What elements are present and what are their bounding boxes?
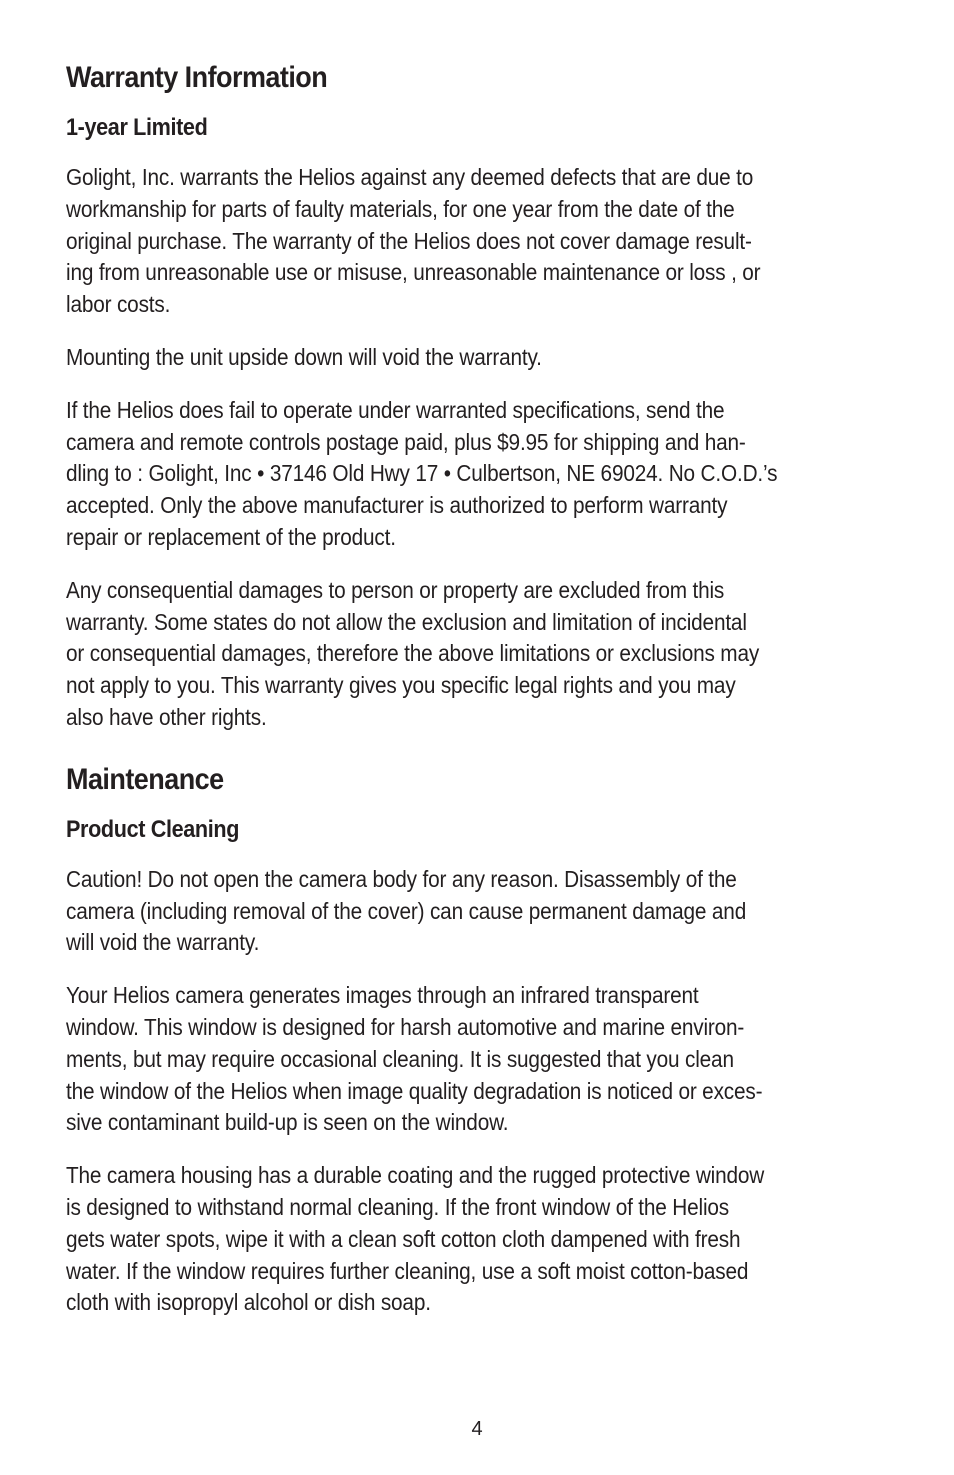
text-line: accepted. Only the above manufacturer is authorized to perform warranty — [66, 492, 728, 519]
text-line: not apply to you. This warranty gives you specific legal rights and you may — [66, 672, 736, 699]
text-line: sive contaminant build-up is seen on the window. — [66, 1109, 509, 1136]
text-line: ing from unreasonable use or misuse, unreasonable maintenance or loss , or — [66, 259, 761, 286]
text-line: Mounting the unit upside down will void the warranty. — [66, 343, 542, 370]
warranty-paragraph-3 — [66, 395, 896, 554]
text-line: repair or replacement of the product. — [66, 523, 396, 550]
text-line: cloth with isopropyl alcohol or dish soap. — [66, 1289, 431, 1316]
text-line: camera (including removal of the cover) can cause permanent damage and — [66, 897, 747, 924]
warranty-paragraph-2 — [66, 342, 896, 374]
maintenance-heading: Maintenance — [66, 762, 224, 796]
page-content — [66, 58, 896, 1319]
maintenance-paragraph-1 — [66, 864, 896, 959]
text-line: will void the warranty. — [66, 929, 260, 956]
text-line: workmanship for parts of faulty materials, for one year from the date of the — [66, 195, 735, 222]
warranty-paragraph-4 — [66, 575, 896, 734]
page-number: 4 — [471, 1418, 483, 1440]
text-line: If the Helios does fail to operate under warranted specifications, send the — [66, 396, 725, 423]
text-line: is designed to withstand normal cleaning. If the front window of the Helios — [66, 1193, 730, 1220]
text-line: also have other rights. — [66, 703, 267, 730]
text-line: warranty. Some states do not allow the exclusion and limitation of incidental — [66, 608, 747, 635]
text-line: camera and remote controls postage paid, plus $9.95 for shipping and han- — [66, 428, 746, 455]
warranty-paragraph-1 — [66, 162, 896, 321]
maintenance-paragraph-2 — [66, 980, 896, 1139]
warranty-heading: Warranty Information — [66, 61, 328, 94]
text-line: original purchase. The warranty of the Helios does not cover damage result- — [66, 227, 752, 254]
text-line: Golight, Inc. warrants the Helios against any deemed defects that are due to — [66, 164, 754, 190]
text-line: Caution! Do not open the camera body for any reason. Disassembly of the — [66, 865, 737, 892]
text-line: The camera housing has a durable coating and the rugged protective window — [66, 1162, 765, 1189]
warranty-subheading: 1-year Limited — [66, 114, 208, 141]
text-line: Your Helios camera generates images through an infrared transparent — [66, 982, 699, 1009]
maintenance-paragraph-3 — [66, 1160, 896, 1319]
text-line: water. If the window requires further cleaning, use a soft moist cotton-based — [66, 1257, 749, 1284]
text-line: dling to : Golight, Inc • 37146 Old Hwy 17 • Culbertson, NE 69024. No C.O.D.’s — [66, 460, 778, 487]
text-line: or consequential damages, therefore the above limitations or exclusions may — [66, 640, 760, 667]
text-line: Any consequential damages to person or property are excluded from this — [66, 576, 725, 603]
text-line: labor costs. — [66, 291, 171, 318]
maintenance-subheading: Product Cleaning — [66, 815, 240, 843]
text-line: ments, but may require occasional cleaning. It is suggested that you clean — [66, 1045, 734, 1072]
text-line: window. This window is designed for harsh automotive and marine environ- — [66, 1013, 745, 1040]
text-line: the window of the Helios when image quality degradation is noticed or exces- — [66, 1077, 763, 1104]
text-line: gets water spots, wipe it with a clean soft cotton cloth dampened with fresh — [66, 1225, 741, 1252]
